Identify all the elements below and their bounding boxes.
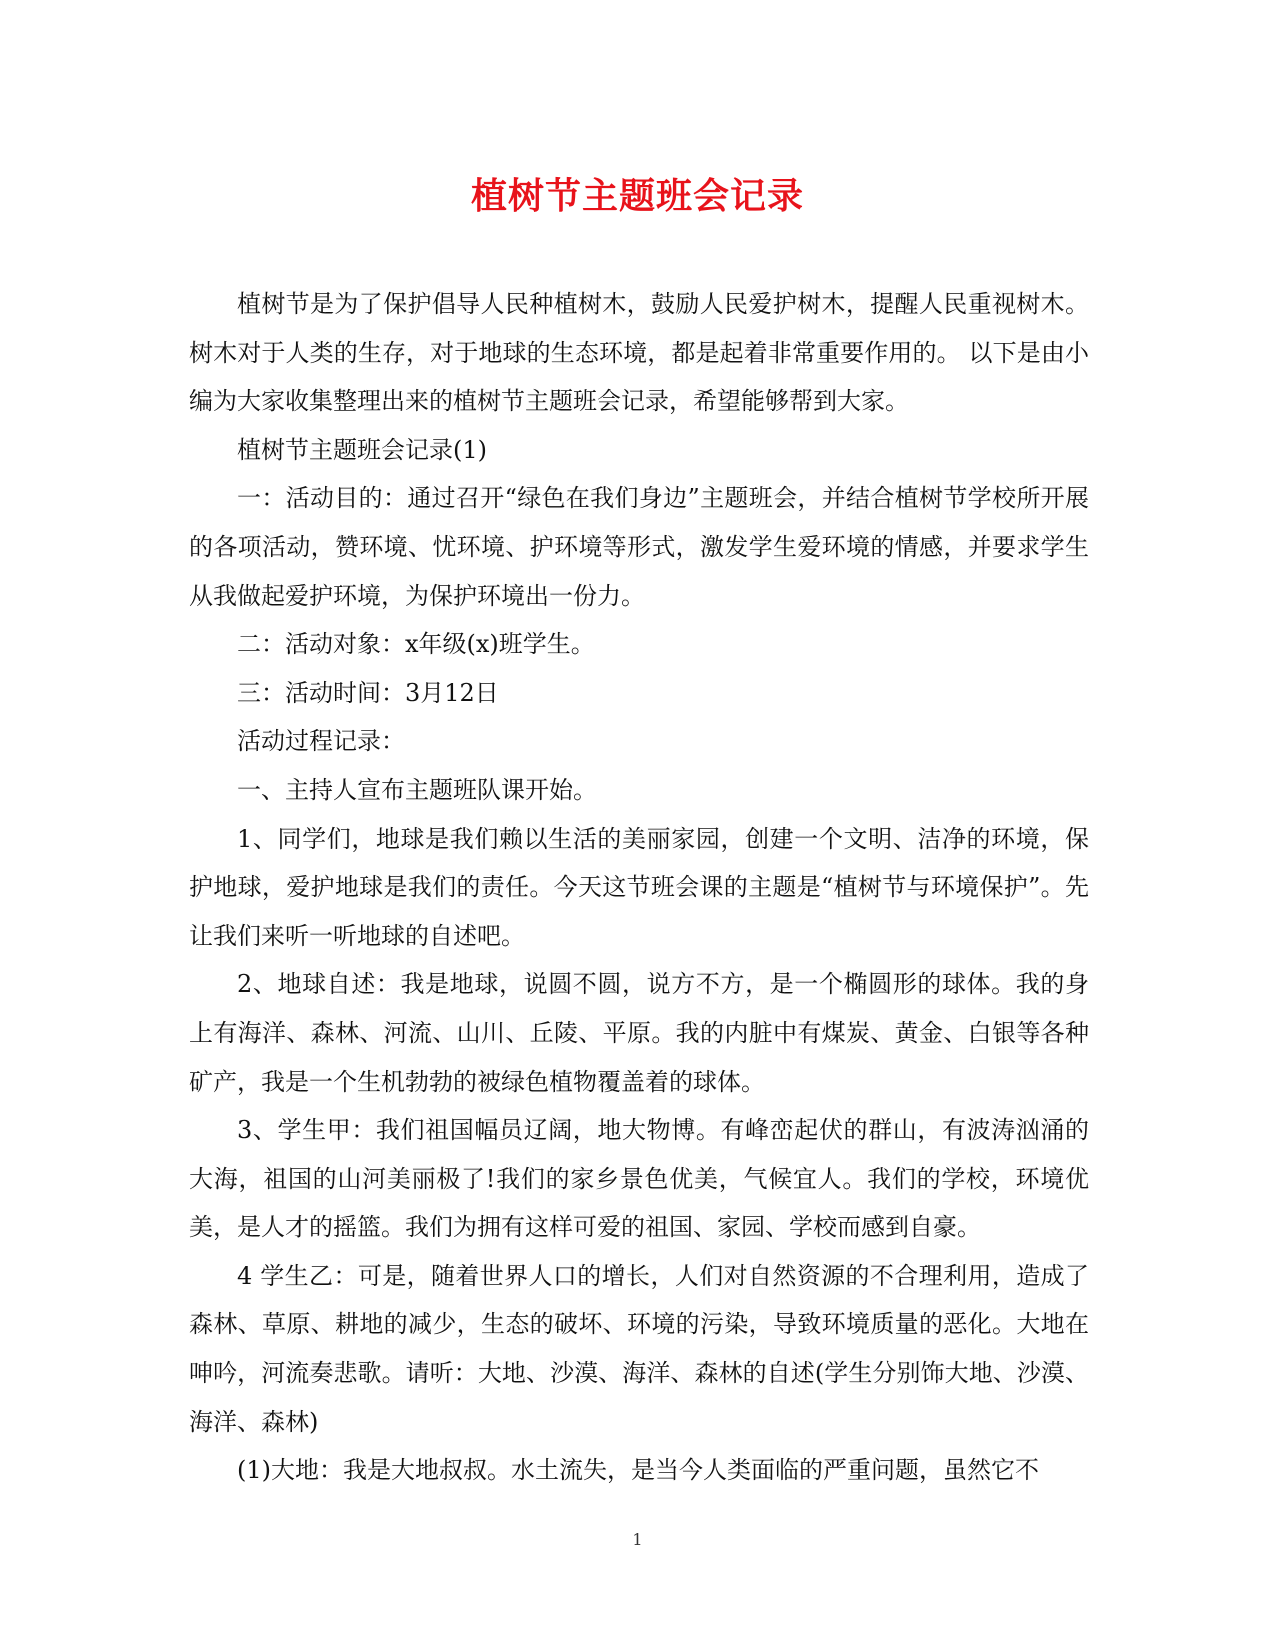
intro-paragraph: 植树节是为了保护倡导人民种植树木，鼓励人民爱护树木，提醒人民重视树木。树木对于人类的生存，对于地球的生态环境，都是起着非常重要作用的。 以下是由小编为大家收集整理出来的植树节主题班会记录，希望能够帮到大家。 (189, 290, 1089, 416)
activity-purpose-paragraph: 一：活动目的：通过召开“绿色在我们身边”主题班会，并结合植树节学校所开展的各项活动，赞环境、忧环境、护环境等形式，激发学生爱环境的情感，并要求学生从我做起爱护环境，为保护环境出一份力。 (189, 484, 1089, 610)
step-2-paragraph: 2、地球自述：我是地球，说圆不圆，说方不方，是一个椭圆形的球体。我的身上有海洋、森林、河流、山川、丘陵、平原。我的内脏中有煤炭、黄金、白银等各种矿产，我是一个生机勃勃的被绿色植物覆盖着的球体。 (189, 970, 1089, 1096)
page-number: 1 (632, 1530, 643, 1549)
step-4-paragraph: 4 学生乙：可是，随着世界人口的增长，人们对自然资源的不合理利用，造成了森林、草原、耕地的减少，生态的破坏、环境的污染，导致环境质量的恶化。大地在呻吟，河流奏悲歌。请听：大地、沙漠、海洋、森林的自述(学生分别饰大地、沙漠、海洋、森林) (189, 1261, 1089, 1436)
host-announcement-paragraph: 一、主持人宣布主题班队课开始。 (237, 775, 597, 804)
activity-time-paragraph: 三：活动时间：3月12日 (237, 678, 499, 707)
earth-speech-paragraph: (1)大地：我是大地叔叔。水土流失，是当今人类面临的严重问题，虽然它不 (237, 1456, 1039, 1485)
step-3-paragraph: 3、学生甲：我们祖国幅员辽阔，地大物博。有峰峦起伏的群山，有波涛汹涌的大海，祖国的山河美丽极了!我们的家乡景色优美，气候宜人。我们的学校，环境优美，是人才的摇篮。我们为拥有这样可爱的祖国、家园、学校而感到自豪。 (189, 1116, 1089, 1242)
section-heading: 植树节主题班会记录(1) (237, 435, 487, 464)
activity-target-paragraph: 二：活动对象：x年级(x)班学生。 (237, 630, 595, 659)
document-title: 植树节主题班会记录 (470, 175, 804, 217)
process-record-heading: 活动过程记录： (237, 727, 405, 756)
document-body (189, 280, 1089, 1495)
step-1-paragraph: 1、同学们，地球是我们赖以生活的美丽家园，创建一个文明、洁净的环境，保护地球，爱护地球是我们的责任。今天这节班会课的主题是“植树节与环境保护”。先让我们来听一听地球的自述吧。 (189, 824, 1089, 950)
